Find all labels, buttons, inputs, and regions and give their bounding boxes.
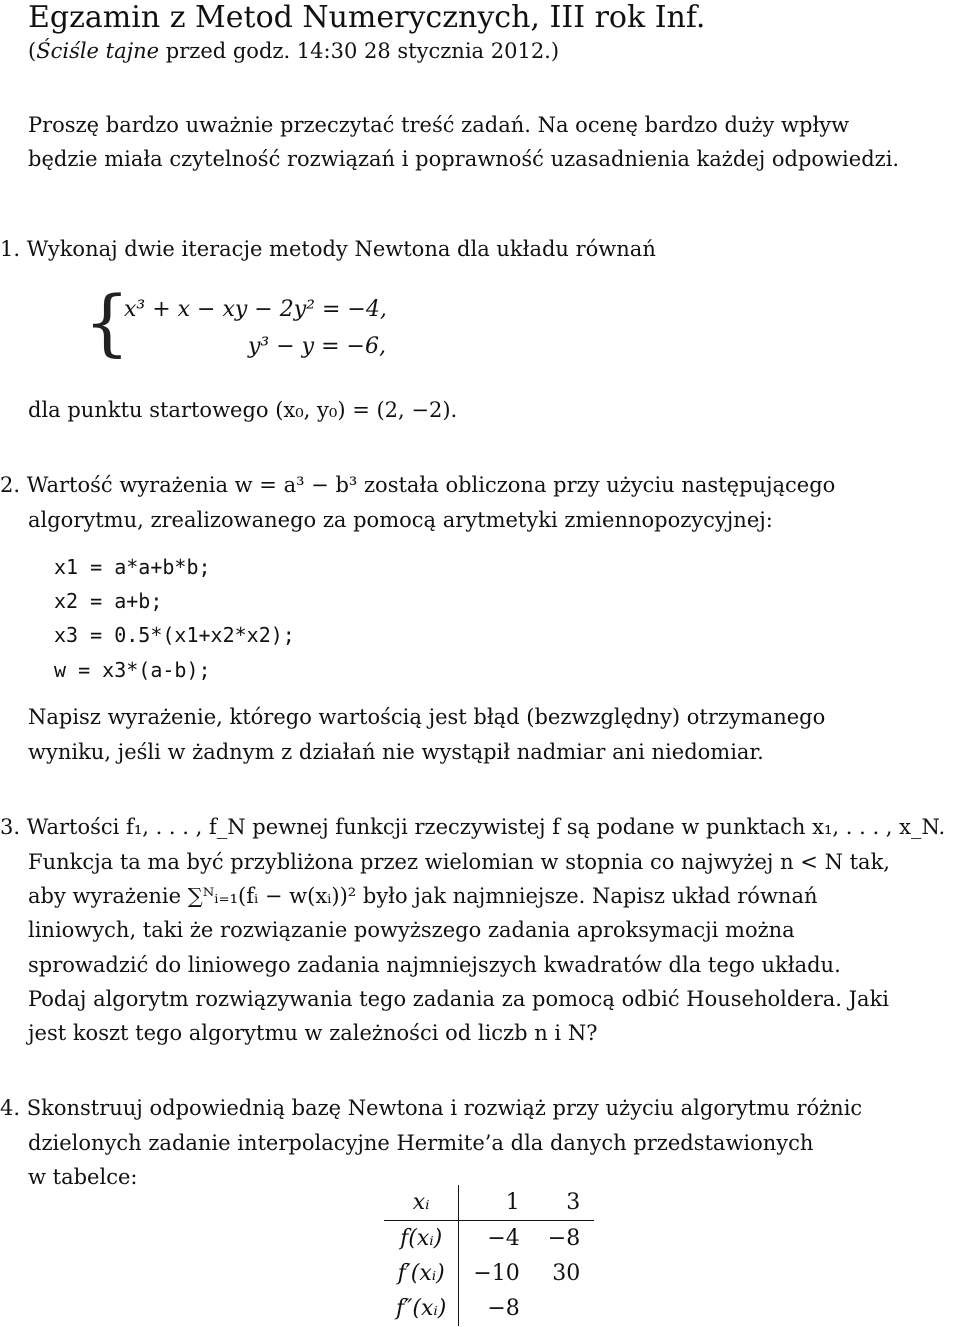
row-label: f″(xᵢ): [384, 1291, 459, 1326]
task3-line-7: jest koszt tego algorytmu w zależności od liczb n i N?: [28, 1021, 598, 1045]
row-label: f(xᵢ): [384, 1221, 459, 1257]
task3-line-6: Podaj algorytm rozwiązywania tego zadania za pomocą odbić Householdera. Jaki: [28, 987, 890, 1011]
task4-line-1: 4. Skonstruuj odpowiednią bazę Newtona i rozwiąż przy użyciu algorytmu różnic: [0, 1096, 863, 1120]
table-row: [384, 1256, 594, 1291]
row-label: f′(xᵢ): [384, 1256, 459, 1291]
task3-line-5: sprowadzić do liniowego zadania najmniejszych kwadratów dla tego układu.: [28, 953, 841, 977]
task3-line-1: 3. Wartości f₁, . . . , f_N pewnej funkcji rzeczywistej f są podane w punktach x₁, . . . , x_N.: [0, 815, 946, 839]
system-brace: {: [84, 280, 130, 364]
task2-line-2: algorytmu, zrealizowanego za pomocą arytmetyki zmiennopozycyjnej:: [28, 508, 773, 532]
subtitle-emphasis: Ściśle tajne: [36, 39, 160, 63]
table-cell: [534, 1291, 594, 1326]
table-cell: −8: [487, 1296, 520, 1321]
table-cell: 1: [459, 1185, 534, 1221]
table-cell: −10: [473, 1261, 520, 1286]
task3-line-4: liniowych, taki że rozwiązanie powyższego zadania aproksymacji można: [28, 918, 795, 942]
table-cell: 30: [552, 1261, 581, 1286]
row-label: xᵢ: [384, 1185, 459, 1221]
hermite-table: [384, 1185, 594, 1326]
task3-line-3: aby wyrażenie ∑ᴺᵢ₌₁(fᵢ − w(xᵢ))² było jak najmniejsze. Napisz układ równań: [28, 884, 818, 908]
task1-line-1: 1. Wykonaj dwie iteracje metody Newtona dla układu równań: [0, 237, 656, 261]
page-title: Egzamin z Metod Numerycznych, III rok Inf.: [28, 0, 706, 35]
task2-line-3: Napisz wyrażenie, którego wartością jest błąd (bezwzględny) otrzymanego: [28, 705, 826, 729]
task2-line-1: 2. Wartość wyrażenia w = a³ − b³ została obliczona przy użyciu następującego: [0, 473, 836, 497]
task1-equation-1: x³ + x − xy − 2y² = −4,: [124, 297, 387, 322]
task2-line-4: wyniku, jeśli w żadnym z działań nie wystąpił nadmiar ani niedomiar.: [28, 740, 764, 764]
table-row: [384, 1185, 594, 1221]
code-line-4: w = x3*(a-b);: [54, 658, 211, 682]
code-line-1: x1 = a*a+b*b;: [54, 555, 211, 579]
task4-line-3: w tabelce:: [28, 1165, 138, 1189]
task1-start-point: dla punktu startowego (x₀, y₀) = (2, −2).: [28, 398, 458, 422]
page-subtitle: [28, 36, 559, 66]
subtitle-open: (: [28, 39, 37, 63]
table-row: [384, 1221, 594, 1257]
table-cell: −8: [547, 1226, 581, 1251]
task1-equation-2: y³ − y = −6,: [248, 334, 386, 359]
task3-line-2: Funkcja ta ma być przybliżona przez wielomian w stopnia co najwyżej n < N tak,: [28, 850, 890, 874]
table-cell: 3: [534, 1185, 594, 1221]
intro-line-1: Proszę bardzo uważnie przeczytać treść zadań. Na ocenę bardzo duży wpływ: [28, 113, 850, 137]
code-line-3: x3 = 0.5*(x1+x2*x2);: [54, 623, 295, 647]
subtitle-rest: przed godz. 14:30 28 stycznia 2012.): [159, 39, 560, 63]
table-cell: −4: [487, 1226, 520, 1251]
intro-line-2: będzie miała czytelność rozwiązań i poprawność uzasadnienia każdej odpowiedzi.: [28, 147, 900, 171]
task4-line-2: dzielonych zadanie interpolacyjne Hermite’a dla danych przedstawionych: [28, 1131, 814, 1155]
code-line-2: x2 = a+b;: [54, 589, 163, 613]
table-row: [384, 1291, 594, 1326]
